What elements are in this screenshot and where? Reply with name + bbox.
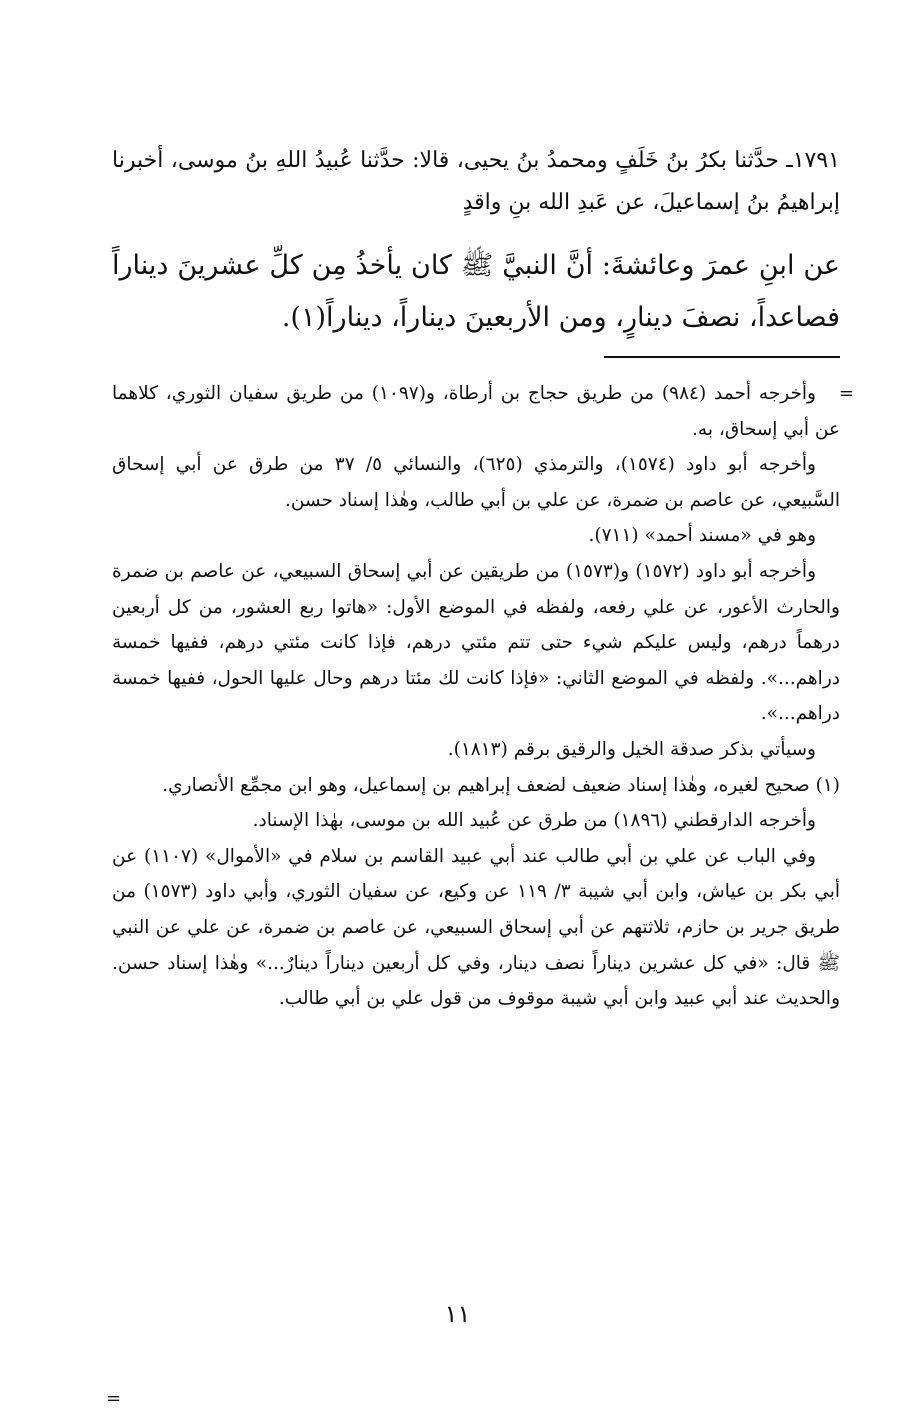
footnote-paragraph: وأخرجه أبو داود (١٥٧٢) و(١٥٧٣) من طريقين عن أبي إسحاق السبيعي، عن عاصم بن ضمرة والحارث الأعور، عن علي رفعه، ولفظه في الموضع الأول: «هاتوا ربع العشور، من كل أربعين درهماً درهم، وليس عليكم شيء حتى تتم مئتي درهم، فإذا كانت مئتي درهم، ففيها خمسة دراهم...». ولفظه في الموضع الثاني: «فإذا كانت لك مئتا درهم وحال عليها الحول، ففيها خمسة دراهم...». bbox=[112, 560, 840, 725]
hadith-isnad: ١٧٩١ـ حدَّثنا بكرُ بنُ خَلَفٍ ومحمدُ بنُ يحيى، قالا: حدَّثنا عُبيدُ اللهِ بنُ موسى، أخبرنا إبراهيمُ بنُ إسماعيلَ، عن عَبدِ الله بنِ واقدٍ bbox=[112, 148, 840, 215]
hadith-matn: عن ابنِ عمرَ وعائشةَ: أنَّ النبيَّ ﷺ كان يأخذُ مِن كلِّ عشرينَ ديناراً فصاعداً، نصفَ دينارٍ، ومن الأربعينَ ديناراً، ديناراً(١). bbox=[112, 250, 840, 333]
footnote-1: (١) صحيح لغيره، وهٰذا إسناد ضعيف لضعف إبراهيم بن إسماعيل، وهو ابن مجمِّع الأنصاري. bbox=[162, 774, 840, 796]
footnote-paragraph: وأخرجه الدارقطني (١٨٩٦) من طرق عن عُبيد الله بن موسى، بهٰذا الإسناد. bbox=[252, 810, 816, 832]
footnotes bbox=[112, 376, 854, 1017]
continuation-marker-end: = bbox=[106, 1388, 122, 1409]
footnote-paragraph bbox=[112, 376, 854, 447]
footnote-paragraph: وهو في «مسند أحمد» (٧١١). bbox=[588, 525, 816, 547]
page-body bbox=[106, 140, 854, 1409]
page-number: ١١ bbox=[444, 1300, 471, 1328]
footnote-paragraph: وفي الباب عن علي بن أبي طالب عند أبي عبيد القاسم بن سلام في «الأموال» (١١٠٧) عن أبي بكر بن عياش، وابن أبي شيبة ٣/ ١١٩ عن وكيع، عن سفيان الثوري، وأبي داود (١٥٧٣) من طريق جرير بن حازم، ثلاثتهم عن أبي إسحاق السبيعي، عن عاصم بن ضمرة، عن علي عن النبي ﷺ قال: «في كل عشرين ديناراً نصف دينار، وفي كل أربعين ديناراً دينارٌ...» وهٰذا إسناد حسن. والحديث عند أبي عبيد وابن أبي شيبة موقوف من قول علي بن أبي طالب. bbox=[112, 845, 840, 1010]
footnote-paragraph: وأخرجه أبو داود (١٥٧٤)، والترمذي (٦٢٥)، والنسائي ٥/ ٣٧ من طرق عن أبي إسحاق السَّبيعي، عن عاصم بن ضمرة، عن علي بن أبي طالب، وهٰذا إسناد حسن. bbox=[112, 454, 840, 511]
footnote-separator bbox=[604, 356, 840, 358]
footnote-paragraph: وسيأتي بذكر صدقة الخيل والرقيق برقم (١٨١٣). bbox=[447, 738, 816, 760]
continuation-marker: = bbox=[838, 383, 854, 404]
footnote-text: وأخرجه أحمد (٩٨٤) من طريق حجاج بن أرطاة، و(١٠٩٧) من طريق سفيان الثوري، كلاهما عن أبي إسحاق، به. bbox=[112, 383, 840, 440]
